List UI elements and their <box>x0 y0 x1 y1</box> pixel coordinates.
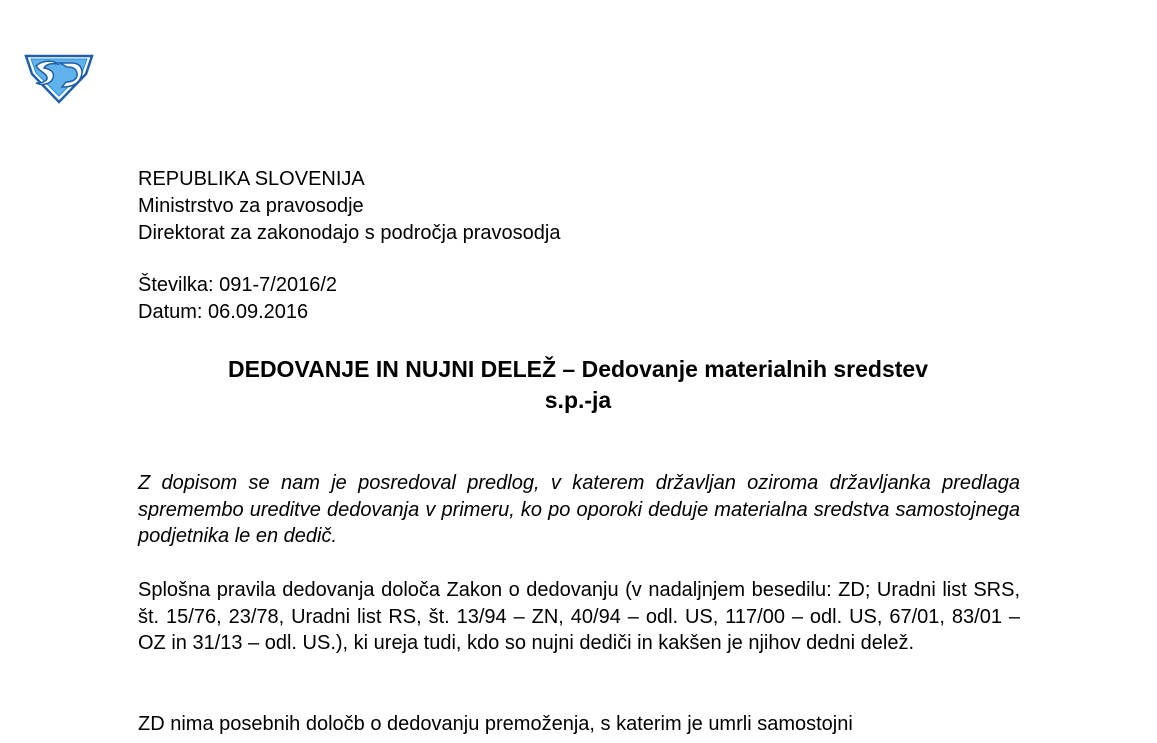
document-title-line2: s.p.-ja <box>544 387 612 413</box>
ministry-name: Ministrstvo za pravosodje <box>138 195 364 217</box>
intro-paragraph: Z dopisom se nam je posredoval predlog, v katerem državljan oziroma državljanka predlaga spremembo ureditve dedovanja v primeru, ko po oporoki deduje materialna sredstva samostojnega podjetnika le en dedič. <box>138 472 1020 547</box>
document-title <box>138 354 1018 416</box>
document-number: Številka: 091-7/2016/2 <box>138 274 338 296</box>
republic-heading: REPUBLIKA SLOVENIJA <box>138 168 365 190</box>
ministry-logo <box>22 50 96 104</box>
document-date: Datum: 06.09.2016 <box>138 301 309 323</box>
document-title-line1: DEDOVANJE IN NUJNI DELEŽ – Dedovanje materialnih sredstev <box>228 356 928 382</box>
body-paragraph-2: ZD nima posebnih določb o dedovanju premoženja, s katerim je umrli samostojni <box>138 713 853 735</box>
directorate-name: Direktorat za zakonodajo s področja pravosodja <box>138 222 561 244</box>
body-paragraph-1: Splošna pravila dedovanja določa Zakon o dedovanju (v nadaljnjem besedilu: ZD; Uradni list SRS, št. 15/76, 23/78, Uradni list RS, št. 13/94 – ZN, 40/94 – odl. US, 117/00 – odl. US, 67/01, 83/01 – OZ in 31/13 – odl. US.), ki ureja tudi, kdo so nujni dediči in kakšen je njihov dedni delež. <box>138 579 1020 654</box>
